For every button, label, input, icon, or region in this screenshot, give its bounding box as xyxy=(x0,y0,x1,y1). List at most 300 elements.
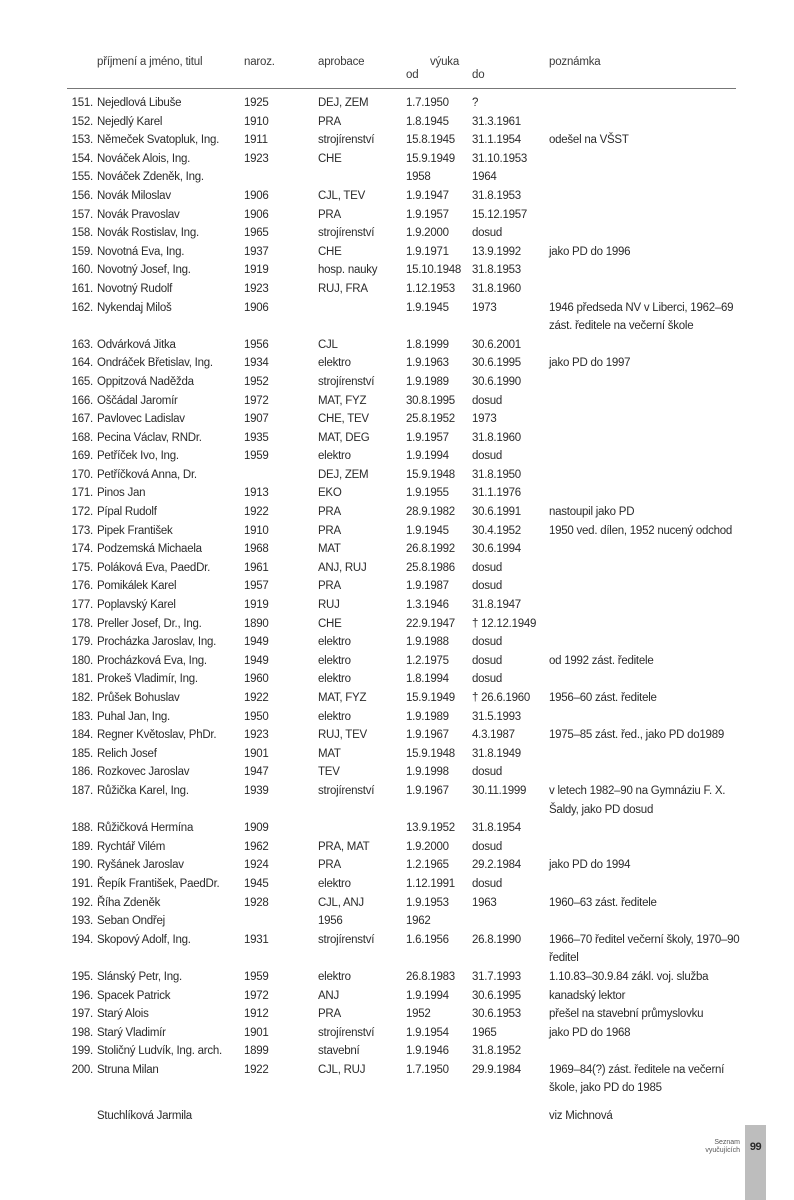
table-row xyxy=(0,466,794,485)
qualification: strojírenství xyxy=(318,134,375,147)
table-row xyxy=(0,1061,794,1098)
qualification: ANJ xyxy=(318,989,339,1002)
qualification: CHE xyxy=(318,152,342,165)
table-row xyxy=(0,763,794,782)
qualification: elektro xyxy=(318,710,351,723)
teaching-to: 15.12.1957 xyxy=(472,208,528,221)
birth-year: 1906 xyxy=(244,208,269,221)
teaching-to: † 26.6.1960 xyxy=(472,692,531,704)
teaching-from: 1.9.1994 xyxy=(406,450,449,463)
note: 1956–60 zást. ředitele xyxy=(549,692,657,704)
teaching-to: dosud xyxy=(472,673,503,686)
teaching-to: 30.6.1991 xyxy=(472,506,521,519)
qualification: MAT, FYZ xyxy=(318,692,367,704)
table-row xyxy=(0,559,794,578)
table-row xyxy=(0,838,794,857)
qualification: MAT xyxy=(318,747,341,760)
teaching-from: 15.9.1948 xyxy=(406,747,455,760)
teaching-to: dosud xyxy=(472,450,503,463)
note: viz Michnová xyxy=(549,1110,613,1123)
row-number: 173. xyxy=(71,524,93,537)
table-row xyxy=(0,726,794,745)
teaching-from: 1.9.1989 xyxy=(406,710,449,723)
qualification: strojírenství xyxy=(318,375,375,388)
qualification: hosp. nauky xyxy=(318,264,378,277)
table-row xyxy=(0,373,794,392)
teacher-name: Odvárková Jitka xyxy=(97,338,176,351)
teacher-name: Oppitzová Naděžda xyxy=(97,375,194,388)
teaching-to: 31.8.1960 xyxy=(472,282,521,295)
header-to: do xyxy=(472,69,485,81)
row-number: 159. xyxy=(71,245,93,258)
teacher-name: Stoličný Ludvík, Ing. arch. xyxy=(97,1045,222,1058)
teacher-name: Spacek Patrick xyxy=(97,989,171,1002)
teacher-name: Průšek Bohuslav xyxy=(97,692,180,704)
row-number: 179. xyxy=(71,636,93,649)
qualification: DEJ, ZEM xyxy=(318,97,369,109)
qualification: PRA xyxy=(318,859,341,872)
teaching-to: 30.4.1952 xyxy=(472,524,521,537)
teaching-to: 31.5.1993 xyxy=(472,710,521,723)
teacher-name: Relich Josef xyxy=(97,747,157,760)
table-row xyxy=(0,615,794,634)
table-row xyxy=(0,856,794,875)
table-row xyxy=(0,1005,794,1024)
birth-year: 1910 xyxy=(244,524,269,537)
teacher-name: Růžičková Hermína xyxy=(97,822,194,835)
table-row xyxy=(0,708,794,727)
qualification: CHE, TEV xyxy=(318,413,369,426)
teaching-to: ? xyxy=(472,97,479,109)
teacher-name: Procházková Eva, Ing. xyxy=(97,654,207,667)
qualification: PRA xyxy=(318,1008,341,1021)
teaching-to: dosud xyxy=(472,227,503,240)
teacher-name: Prokeš Vladimír, Ing. xyxy=(97,673,198,686)
qualification: CJL xyxy=(318,338,338,351)
table-row xyxy=(0,336,794,355)
birth-year: 1959 xyxy=(244,970,269,983)
teaching-from: 1.9.1971 xyxy=(406,245,449,258)
teaching-from: 1.9.1967 xyxy=(406,784,449,797)
birth-year: 1972 xyxy=(244,394,269,407)
teaching-from: 1.8.1994 xyxy=(406,673,449,686)
row-number: 193. xyxy=(71,915,93,928)
birth-year: 1923 xyxy=(244,282,269,295)
teaching-from: 1.9.1988 xyxy=(406,636,449,649)
table-row xyxy=(0,745,794,764)
note: v letech 1982–90 na Gymnáziu F. X. Šaldy, jako PD dosud xyxy=(549,784,726,816)
teacher-name: Starý Alois xyxy=(97,1008,149,1021)
row-number: 195. xyxy=(71,970,93,983)
teaching-to: 31.1.1976 xyxy=(472,487,521,500)
teacher-name: Oščádal Jaromír xyxy=(97,394,178,407)
row-number: 151. xyxy=(71,97,93,109)
teaching-from: 15.10.1948 xyxy=(406,264,462,277)
row-number: 154. xyxy=(71,152,93,165)
teacher-name: Nováček Alois, Ing. xyxy=(97,152,191,165)
row-number: 189. xyxy=(71,840,93,853)
qualification: elektro xyxy=(318,357,351,370)
teaching-from: 1.12.1991 xyxy=(406,877,455,890)
birth-year: 1950 xyxy=(244,710,269,723)
birth-year: 1952 xyxy=(244,375,269,388)
teaching-to: dosud xyxy=(472,766,503,779)
teaching-to: 31.8.1960 xyxy=(472,431,521,444)
qualification: strojírenství xyxy=(318,227,375,240)
teacher-name: Nykendaj Miloš xyxy=(97,301,172,314)
table-row xyxy=(0,1107,794,1126)
birth-year: 1901 xyxy=(244,1026,269,1039)
teacher-name: Slánský Petr, Ing. xyxy=(97,970,182,983)
table-row xyxy=(0,243,794,262)
qualification: RUJ, FRA xyxy=(318,282,368,295)
note: jako PD do 1997 xyxy=(549,357,631,370)
table-row xyxy=(0,633,794,652)
birth-year: 1912 xyxy=(244,1008,269,1021)
table-row xyxy=(0,94,794,113)
row-number: 197. xyxy=(71,1008,93,1021)
qualification: EKO xyxy=(318,487,342,500)
birth-year: 1899 xyxy=(244,1045,269,1058)
teacher-name: Struna Milan xyxy=(97,1063,159,1076)
teaching-from: 1.9.1998 xyxy=(406,766,449,779)
note: 1.10.83–30.9.84 zákl. voj. služba xyxy=(549,970,709,983)
qualification: elektro xyxy=(318,673,351,686)
teaching-to: 31.8.1953 xyxy=(472,264,521,277)
teaching-from: 1.2.1965 xyxy=(406,859,449,872)
table-row xyxy=(0,168,794,187)
teaching-to: 13.9.1992 xyxy=(472,245,521,258)
header-teaching: výuka xyxy=(430,56,460,68)
teacher-name: Růžička Karel, Ing. xyxy=(97,784,189,797)
teacher-name: Pípal Rudolf xyxy=(97,506,157,519)
qualification: RUJ, TEV xyxy=(318,729,367,742)
birth-year: 1919 xyxy=(244,599,269,612)
header-rule xyxy=(67,88,736,89)
teacher-name: Nejedlý Karel xyxy=(97,115,163,128)
teacher-name: Pinos Jan xyxy=(97,487,146,500)
teaching-from: 1.9.1954 xyxy=(406,1026,449,1039)
row-number: 174. xyxy=(71,543,93,556)
teaching-to: dosud xyxy=(472,636,503,649)
teacher-table xyxy=(0,94,794,1126)
qualification: PRA, MAT xyxy=(318,840,370,853)
birth-year: 1923 xyxy=(244,152,269,165)
qualification: elektro xyxy=(318,636,351,649)
teaching-from: 1.7.1950 xyxy=(406,97,449,109)
row-number: 172. xyxy=(71,506,93,519)
teaching-from: 1.7.1950 xyxy=(406,1063,449,1076)
qualification: ANJ, RUJ xyxy=(318,561,367,574)
table-row xyxy=(0,224,794,243)
teaching-from: 1.9.1963 xyxy=(406,357,449,370)
teaching-from: 15.8.1945 xyxy=(406,134,455,147)
teaching-to: 30.6.2001 xyxy=(472,338,521,351)
birth-year: 1939 xyxy=(244,784,269,797)
birth-year: 1922 xyxy=(244,506,269,519)
teacher-name: Skopový Adolf, Ing. xyxy=(97,933,191,946)
table-row xyxy=(0,131,794,150)
row-number: 190. xyxy=(71,859,93,872)
row-number: 167. xyxy=(71,413,93,426)
header-aprobace: aprobace xyxy=(318,56,365,68)
teaching-to: 29.9.1984 xyxy=(472,1063,521,1076)
teaching-to: 31.8.1950 xyxy=(472,468,521,481)
row-number: 198. xyxy=(71,1026,93,1039)
teaching-to: 30.6.1990 xyxy=(472,375,521,388)
qualification: TEV xyxy=(318,766,340,779)
birth-year: 1924 xyxy=(244,859,269,872)
row-number: 160. xyxy=(71,264,93,277)
row-number: 155. xyxy=(71,171,93,184)
qualification: CJL, RUJ xyxy=(318,1063,366,1076)
qualification: MAT xyxy=(318,543,341,556)
row-number: 158. xyxy=(71,227,93,240)
row-number: 178. xyxy=(71,617,93,630)
row-number: 152. xyxy=(71,115,93,128)
qualification: RUJ xyxy=(318,599,340,612)
teaching-to: 31.8.1947 xyxy=(472,599,521,612)
qualification: MAT, DEG xyxy=(318,431,370,444)
teaching-from: 15.9.1948 xyxy=(406,468,455,481)
table-row xyxy=(0,410,794,429)
birth-year: 1910 xyxy=(244,115,269,128)
row-number: 200. xyxy=(71,1063,93,1076)
teaching-from: 26.8.1983 xyxy=(406,970,455,983)
section-label xyxy=(660,1139,740,1155)
table-row xyxy=(0,689,794,708)
teaching-from: 1.9.1945 xyxy=(406,301,449,314)
teacher-name: Němeček Svatopluk, Ing. xyxy=(97,134,220,147)
note: od 1992 zást. ředitele xyxy=(549,654,654,667)
row-number: 157. xyxy=(71,208,93,221)
teacher-name: Novák Pravoslav xyxy=(97,208,180,221)
teaching-from: 25.8.1952 xyxy=(406,413,455,426)
qualification: CJL, ANJ xyxy=(318,896,364,909)
qualification: strojírenství xyxy=(318,1026,375,1039)
teaching-from: 1.9.1953 xyxy=(406,896,449,909)
header-from: od xyxy=(406,69,419,81)
teaching-to: 26.8.1990 xyxy=(472,933,521,946)
table-row xyxy=(0,299,794,336)
row-number: 191. xyxy=(71,877,93,890)
teacher-name: Procházka Jaroslav, Ing. xyxy=(97,636,217,649)
teaching-from: 1.9.1955 xyxy=(406,487,449,500)
table-row xyxy=(0,819,794,838)
teaching-from: 30.8.1995 xyxy=(406,394,455,407)
qualification: PRA xyxy=(318,115,341,128)
teaching-to: 31.8.1952 xyxy=(472,1045,521,1058)
table-row xyxy=(0,1024,794,1043)
teacher-name: Poláková Eva, PaedDr. xyxy=(97,561,211,574)
note: 1960–63 zást. ředitele xyxy=(549,896,657,909)
note: 1946 předseda NV v Liberci, 1962–69 zást. ředitele na večerní škole xyxy=(549,301,734,333)
table-row xyxy=(0,484,794,503)
row-number: 156. xyxy=(71,189,93,202)
row-number: 194. xyxy=(71,933,93,946)
birth-year: 1925 xyxy=(244,97,269,109)
birth-year: 1922 xyxy=(244,1063,269,1076)
birth-year: 1931 xyxy=(244,933,269,946)
teacher-name: Regner Květoslav, PhDr. xyxy=(97,729,217,742)
teaching-from: 1.6.1956 xyxy=(406,933,449,946)
table-row xyxy=(0,968,794,987)
row-number: 180. xyxy=(71,654,93,667)
qualification: elektro xyxy=(318,970,351,983)
birth-year: 1972 xyxy=(244,989,269,1002)
table-row xyxy=(0,429,794,448)
table-row xyxy=(0,447,794,466)
teaching-from: 26.8.1992 xyxy=(406,543,455,556)
teaching-from: 1962 xyxy=(406,915,431,928)
teaching-to: dosud xyxy=(472,561,503,574)
teaching-to: 1973 xyxy=(472,413,497,426)
teaching-to: 30.11.1999 xyxy=(472,784,527,797)
birth-year: 1890 xyxy=(244,617,269,630)
birth-year: 1911 xyxy=(244,134,268,147)
teaching-to: 1964 xyxy=(472,171,497,184)
row-number: 170. xyxy=(71,468,93,481)
qualification: PRA xyxy=(318,580,341,593)
teacher-name: Novotný Josef, Ing. xyxy=(97,264,191,277)
table-row xyxy=(0,987,794,1006)
table-row xyxy=(0,652,794,671)
row-number: 176. xyxy=(71,580,93,593)
table-row xyxy=(0,354,794,373)
teacher-name: Pavlovec Ladislav xyxy=(97,413,185,426)
teaching-to: dosud xyxy=(472,840,503,853)
table-row xyxy=(0,1042,794,1061)
birth-year: 1919 xyxy=(244,264,269,277)
header-note: poznámka xyxy=(549,56,601,68)
teaching-to: dosud xyxy=(472,580,503,593)
teacher-name: Petříček Ivo, Ing. xyxy=(97,450,179,463)
birth-year: 1928 xyxy=(244,896,269,909)
birth-year: 1906 xyxy=(244,301,269,314)
row-number: 196. xyxy=(71,989,93,1002)
teacher-name: Puhal Jan, Ing. xyxy=(97,710,170,723)
note: 1950 ved. dílen, 1952 nucený odchod xyxy=(549,524,733,537)
table-row xyxy=(0,522,794,541)
qualification: PRA xyxy=(318,208,341,221)
teaching-from: 13.9.1952 xyxy=(406,822,455,835)
teacher-name: Pomikálek Karel xyxy=(97,580,177,593)
section-label-line1: Seznam xyxy=(714,1139,740,1146)
teaching-to: 30.6.1953 xyxy=(472,1008,521,1021)
table-row xyxy=(0,540,794,559)
page-tab xyxy=(745,1125,766,1200)
qualification: CJL, TEV xyxy=(318,189,365,202)
note: kanadský lektor xyxy=(549,989,626,1002)
teacher-name: Stuchlíková Jarmila xyxy=(97,1110,192,1123)
row-number: 199. xyxy=(71,1045,93,1058)
teacher-name: Nejedlová Libuše xyxy=(97,97,182,109)
teacher-name: Říha Zdeněk xyxy=(97,896,161,909)
teaching-to: 31.3.1961 xyxy=(472,115,521,128)
teaching-from: 15.9.1949 xyxy=(406,152,455,165)
row-number: 153. xyxy=(71,134,93,147)
teaching-from: 1.2.1975 xyxy=(406,654,449,667)
qualification: PRA xyxy=(318,524,341,537)
birth-year: 1935 xyxy=(244,431,269,444)
teaching-from: 1.9.1957 xyxy=(406,208,449,221)
teaching-to: 30.6.1995 xyxy=(472,357,521,370)
teaching-to: 31.1.1954 xyxy=(472,134,521,147)
birth-year: 1949 xyxy=(244,654,269,667)
teacher-name: Pecina Václav, RNDr. xyxy=(97,431,202,444)
teacher-name: Řepík František, PaedDr. xyxy=(97,877,220,890)
birth-year: 1937 xyxy=(244,245,269,258)
note: přešel na stavební průmyslovku xyxy=(549,1008,704,1021)
teaching-from: 1.3.1946 xyxy=(406,599,449,612)
table-row xyxy=(0,670,794,689)
qualification: CHE xyxy=(318,617,342,630)
birth-year: 1965 xyxy=(244,227,269,240)
teaching-from: 1.9.2000 xyxy=(406,227,449,240)
qualification: CHE xyxy=(318,245,342,258)
teaching-from: 1.9.1957 xyxy=(406,431,449,444)
teacher-name: Pipek František xyxy=(97,524,173,537)
teaching-to: 31.8.1949 xyxy=(472,747,521,760)
header-born: naroz. xyxy=(244,56,275,68)
teaching-to: 30.6.1995 xyxy=(472,989,521,1002)
teaching-to: 1963 xyxy=(472,896,497,909)
birth-year: 1960 xyxy=(244,673,269,686)
row-number: 171. xyxy=(71,487,93,500)
teaching-from: 1.8.1999 xyxy=(406,338,449,351)
row-number: 166. xyxy=(71,394,93,407)
teaching-from: 28.9.1982 xyxy=(406,506,455,519)
note: jako PD do 1994 xyxy=(549,859,631,872)
birth-year: 1909 xyxy=(244,822,269,835)
teaching-to: 30.6.1994 xyxy=(472,543,521,556)
row-number: 187. xyxy=(71,784,93,797)
qualification: elektro xyxy=(318,654,351,667)
row-number: 181. xyxy=(71,673,93,686)
birth-year: 1961 xyxy=(244,561,269,574)
row-number: 165. xyxy=(71,375,93,388)
teaching-to: dosud xyxy=(472,394,503,407)
teacher-name: Rychtář Vilém xyxy=(97,840,166,853)
birth-year: 1962 xyxy=(244,840,269,853)
birth-year: 1947 xyxy=(244,766,269,779)
teaching-to: dosud xyxy=(472,654,503,667)
section-label-line2: vyučujících xyxy=(705,1147,740,1154)
birth-year: 1959 xyxy=(244,450,269,463)
header-name: příjmení a jméno, titul xyxy=(97,56,203,68)
qualification: strojírenství xyxy=(318,933,375,946)
teaching-to: 31.8.1954 xyxy=(472,822,521,835)
teaching-from: 1.8.1945 xyxy=(406,115,449,128)
teacher-name: Petříčková Anna, Dr. xyxy=(97,468,197,481)
row-number: 188. xyxy=(71,822,93,835)
teaching-to: † 12.12.1949 xyxy=(472,617,537,630)
table-row xyxy=(0,206,794,225)
teaching-from: 1.9.1994 xyxy=(406,989,449,1002)
teaching-to: 29.2.1984 xyxy=(472,859,521,872)
teaching-from: 1.9.1987 xyxy=(406,580,449,593)
birth-year: 1901 xyxy=(244,747,269,760)
teacher-name: Seban Ondřej xyxy=(97,915,165,928)
teacher-name: Preller Josef, Dr., Ing. xyxy=(97,617,202,630)
teaching-from: 25.8.1986 xyxy=(406,561,455,574)
table-row xyxy=(0,503,794,522)
birth-year: 1968 xyxy=(244,543,269,556)
teacher-name: Novák Miloslav xyxy=(97,189,171,202)
teacher-name: Ondráček Břetislav, Ing. xyxy=(97,357,213,370)
teaching-from: 1958 xyxy=(406,171,431,184)
note: jako PD do 1996 xyxy=(549,245,631,258)
